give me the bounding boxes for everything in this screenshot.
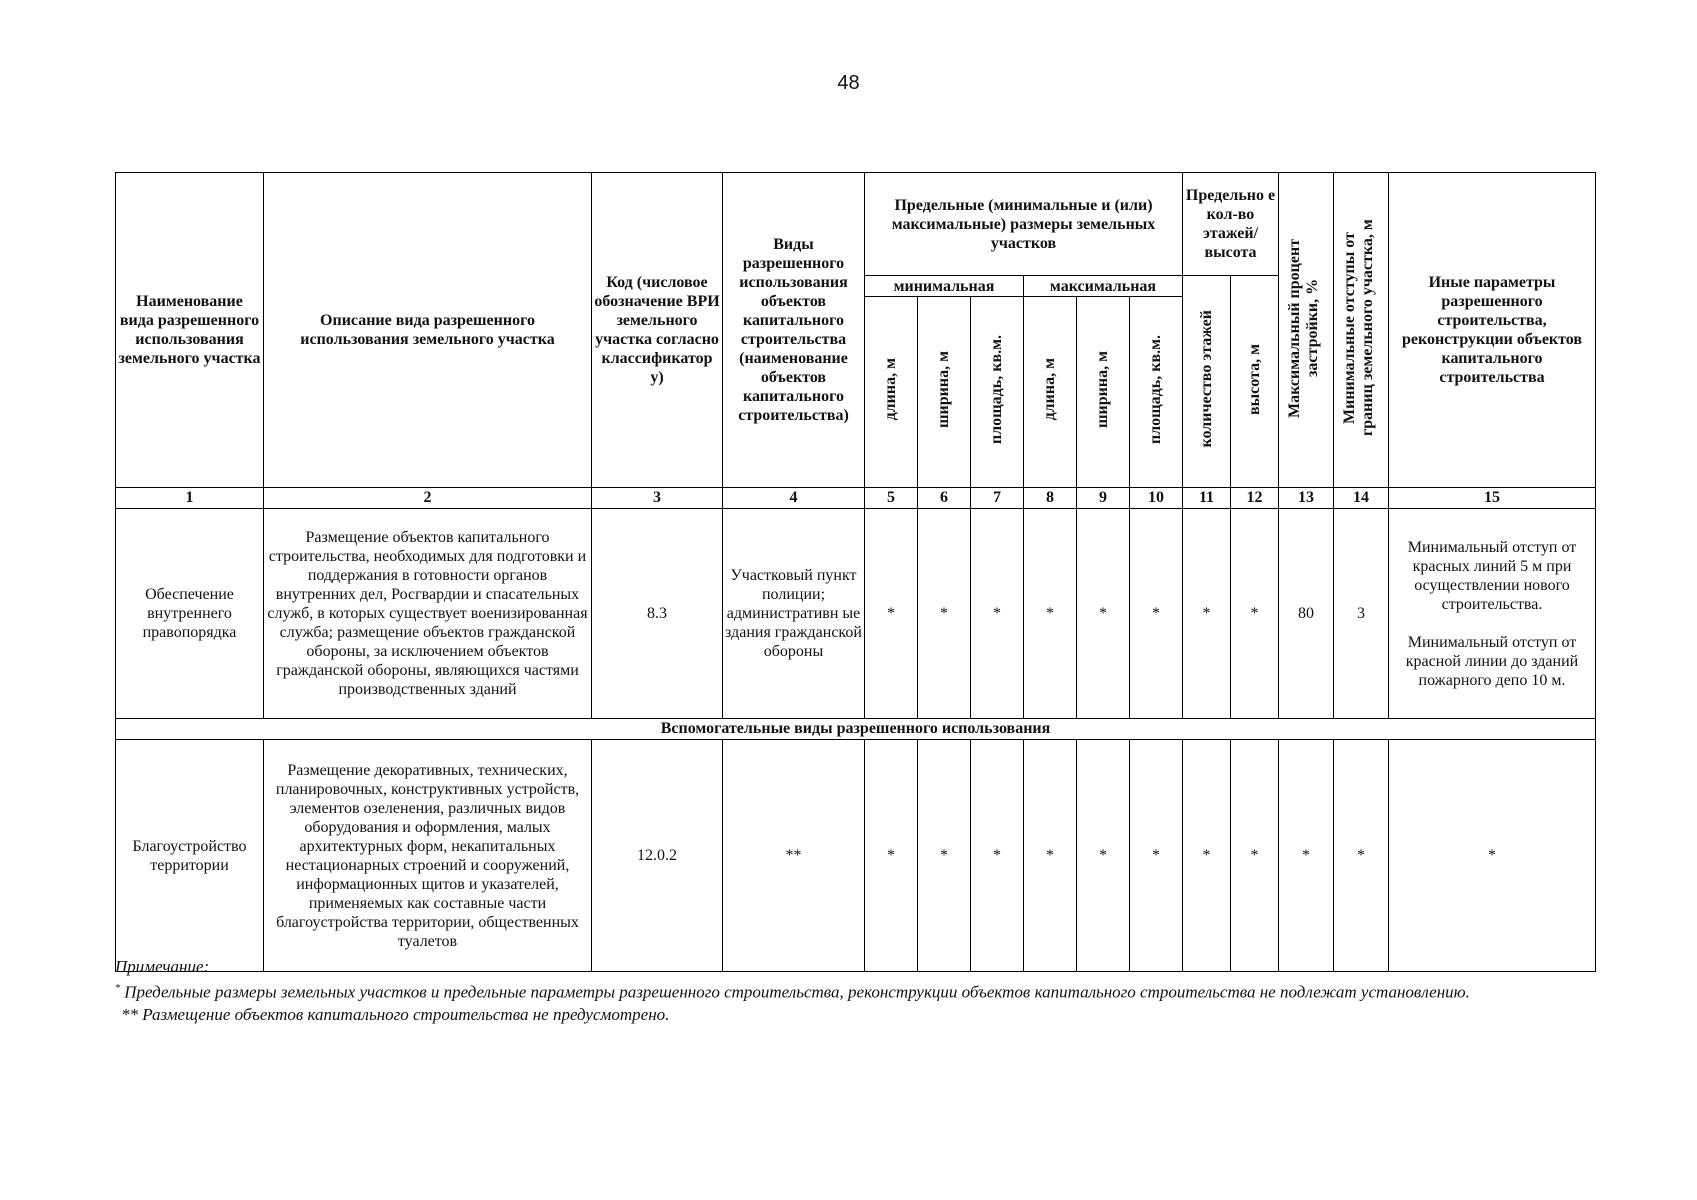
row2-cell: * (1231, 740, 1279, 972)
section-title: Вспомогательные виды разрешенного использования (116, 719, 1596, 740)
header-floors-count (1183, 276, 1231, 488)
row1-min-setback: 3 (1334, 509, 1389, 719)
row1-cell: * (865, 509, 918, 719)
column-number: 12 (1231, 488, 1279, 509)
column-number: 3 (592, 488, 723, 509)
header-max-percent (1279, 173, 1334, 488)
header-max-width (1077, 297, 1130, 488)
column-number: 8 (1024, 488, 1077, 509)
header-max-area (1130, 297, 1183, 488)
note-2: ** Размещение объектов капитального строительства не предусмотрено. (121, 1004, 670, 1024)
column-number-row (116, 488, 1596, 509)
header-min-area (971, 297, 1024, 488)
column-number: 11 (1183, 488, 1231, 509)
row1-cell: * (1024, 509, 1077, 719)
column-number: 7 (971, 488, 1024, 509)
row1-description: Размещение объектов капитального строительства, необходимых для подготовки и поддержания в готовности органов внутренних дел, Росгвардии и спасательных служб, в которых существует военизированная служба; размещение объектов гражданской обороны, за исключением объектов гражданской обороны, являющихся частями производственных зданий (264, 509, 592, 719)
header-max-width-label: ширина, м (1094, 351, 1111, 428)
column-number: 10 (1130, 488, 1183, 509)
row2-description: Размещение декоративных, технических, планировочных, конструктивных устройств, элементов озеленения, различных видов оборудования и оформления, малых архитектурных форм, некапитальных нестационарных строений и сооружений, информационных щитов и указателей, применяемых как составные части благоустройства территории, общественных туалетов (264, 740, 592, 972)
note-1 (115, 978, 1595, 1004)
row1-cell: * (1231, 509, 1279, 719)
row1-cell: * (1077, 509, 1130, 719)
row2-cell: * (1334, 740, 1389, 972)
header-plot-sizes: Предельные (минимальные и (или) максимальные) размеры земельных участков (865, 173, 1183, 276)
row2-cell: * (1279, 740, 1334, 972)
header-min-length (865, 297, 918, 488)
row1-name: Обеспечение внутреннего правопорядка (116, 509, 264, 719)
header-other: Иные параметры разрешенного строительства, реконструкции объектов капитального строительства (1389, 173, 1596, 488)
row1-types: Участковый пункт полиции; административн ые здания гражданской обороны (723, 509, 865, 719)
header-max-area-label: площадь, кв.м. (1147, 334, 1164, 444)
section-row (116, 719, 1596, 740)
header-min-setbacks-label: Минимальные отступы от границ земельного участка, м (1341, 219, 1376, 436)
header-max-length-label: длина, м (1041, 358, 1058, 421)
row2-cell: * (865, 740, 918, 972)
row2-cell: * (1024, 740, 1077, 972)
header-height-label: высота, м (1245, 343, 1263, 415)
header-name: Наименование вида разрешенного использования земельного участка (116, 173, 264, 488)
row1-cell: * (1130, 509, 1183, 719)
row2-other: * (1389, 740, 1596, 972)
row1-cell: * (971, 509, 1024, 719)
header-max-percent-label: Максимальный процент застройки, % (1286, 237, 1321, 418)
note-1-text: Предельные размеры земельных участков и предельные параметры разрешенного строительства, реконструкции объектов капитального строительства не подлежат установлению. (120, 982, 1470, 1002)
row1-cell: * (918, 509, 971, 719)
column-number: 13 (1279, 488, 1334, 509)
row2-cell: * (1130, 740, 1183, 972)
row1-other (1389, 509, 1596, 719)
row2-types: ** (723, 740, 865, 972)
column-number: 14 (1334, 488, 1389, 509)
header-height (1231, 276, 1279, 488)
row1-max-percent: 80 (1279, 509, 1334, 719)
header-min-length-label: длина, м (882, 358, 899, 421)
column-number: 9 (1077, 488, 1130, 509)
header-min-setbacks (1334, 173, 1389, 488)
row1-other-note-2: Минимальный отступ от красной линии до зданий пожарного депо 10 м. (1405, 633, 1579, 689)
row1-cell: * (1183, 509, 1231, 719)
page-number: 48 (837, 72, 860, 94)
header-min-width (918, 297, 971, 488)
header-min: минимальная (865, 276, 1024, 297)
table-row-internal-order (116, 509, 1596, 719)
header-floors-count-label: количество этажей (1197, 310, 1215, 448)
note-1-mark: * (115, 983, 120, 994)
row2-cell: * (918, 740, 971, 972)
row1-code: 8.3 (592, 509, 723, 719)
row1-other-note-1: Минимальный отступ от красных линий 5 м при осуществлении нового строительства. (1407, 538, 1577, 613)
zoning-table-wrapper (115, 172, 1596, 972)
header-max-length (1024, 297, 1077, 488)
header-floors-group: Предельно е кол-во этажей/ высота (1183, 173, 1279, 276)
row2-cell: * (1077, 740, 1130, 972)
zoning-table (115, 172, 1596, 972)
column-number: 1 (116, 488, 264, 509)
header-row-1 (116, 173, 1596, 276)
column-number: 15 (1389, 488, 1596, 509)
row2-cell: * (971, 740, 1024, 972)
header-types: Виды разрешенного использования объектов капитального строительства (наименование объектов капитального строительства) (723, 173, 865, 488)
header-description: Описание вида разрешенного использования земельного участка (264, 173, 592, 488)
notes (115, 956, 1595, 1026)
header-max: максимальная (1024, 276, 1183, 297)
column-number: 4 (723, 488, 865, 509)
header-min-width-label: ширина, м (935, 351, 952, 428)
column-number: 5 (865, 488, 918, 509)
row2-code: 12.0.2 (592, 740, 723, 972)
header-code: Код (числовое обозначение ВРИ земельного участка согласно классификатор у) (592, 173, 723, 488)
table-row-landscaping (116, 740, 1596, 972)
column-number: 2 (264, 488, 592, 509)
row2-name: Благоустройство территории (116, 740, 264, 972)
header-min-area-label: площадь, кв.м. (988, 334, 1005, 444)
column-number: 6 (918, 488, 971, 509)
notes-title: Примечание: (115, 957, 210, 976)
row2-cell: * (1183, 740, 1231, 972)
